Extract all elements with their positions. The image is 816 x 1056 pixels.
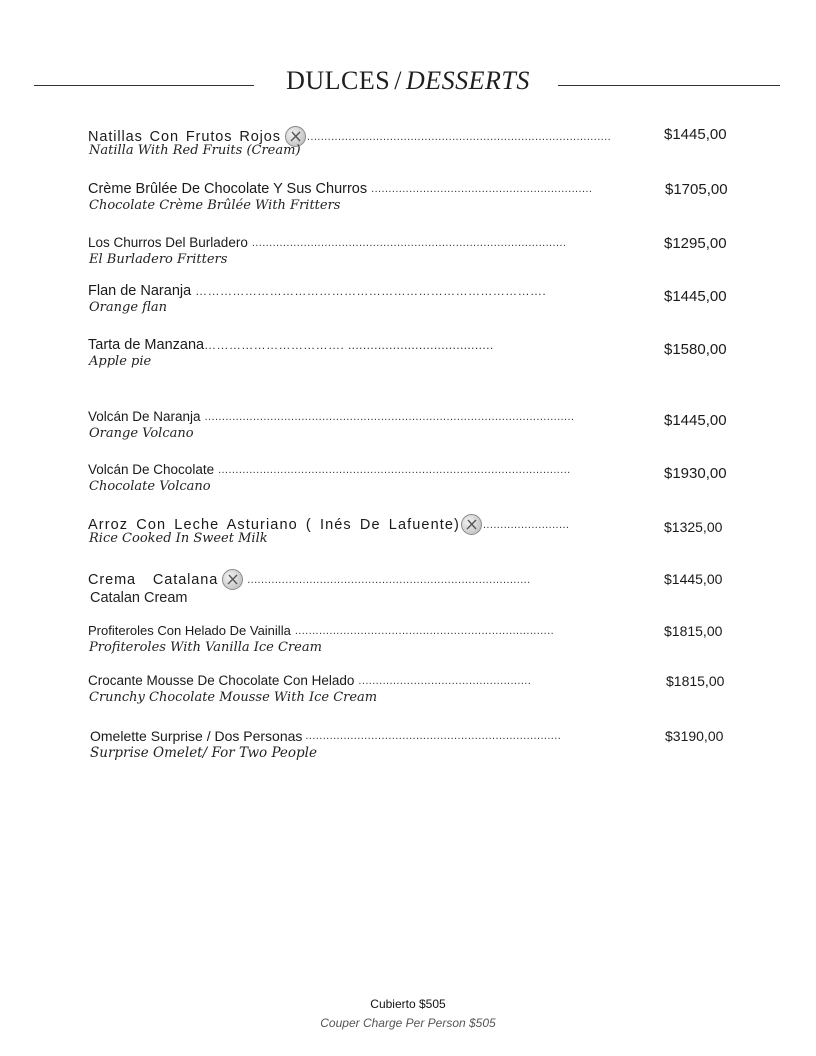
leader-dots: ........................................................................... bbox=[294, 624, 555, 637]
item-translation: Orange Volcano bbox=[89, 426, 194, 441]
menu-item-line bbox=[88, 623, 554, 638]
item-translation: Chocolate Crème Brûlée With Fritters bbox=[89, 198, 341, 213]
item-translation: Surprise Omelet/ For Two People bbox=[90, 745, 317, 761]
title-spanish: DULCES bbox=[286, 66, 391, 95]
item-name: Profiteroles Con Helado De Vainilla bbox=[88, 623, 291, 638]
item-name: Crocante Mousse De Chocolate Con Helado bbox=[88, 673, 355, 688]
item-name: Volcán De Chocolate bbox=[88, 462, 215, 477]
menu-item-line bbox=[90, 728, 561, 744]
page-title bbox=[0, 66, 816, 96]
leader-dots: ……………………………. ....................................... bbox=[204, 338, 494, 352]
item-name: Tarta de Manzana bbox=[88, 337, 205, 353]
item-name: Flan de Naranja bbox=[88, 283, 192, 299]
menu-item bbox=[88, 409, 748, 449]
item-price: $1930,00 bbox=[664, 465, 727, 482]
leader-dots: ........................................................................................................... bbox=[204, 410, 575, 423]
menu-item bbox=[88, 673, 748, 713]
leader-dots: ................................................................ bbox=[371, 183, 593, 195]
menu-item-line bbox=[88, 673, 531, 688]
item-price: $1445,00 bbox=[664, 412, 727, 429]
item-name: Crème Brûlée De Chocolate Y Sus Churros bbox=[88, 181, 368, 197]
item-translation: Crunchy Chocolate Mousse With Ice Cream bbox=[89, 690, 378, 705]
vegetarian-badge-icon bbox=[222, 569, 243, 590]
item-name: Natillas Con Frutos Rojos bbox=[88, 128, 281, 145]
menu-item bbox=[88, 728, 748, 768]
leader-dots: .................................................. bbox=[358, 674, 532, 687]
item-price: $1815,00 bbox=[666, 673, 725, 689]
leader-dots: ...................................................................................................... bbox=[218, 463, 571, 476]
item-translation: El Burladero Fritters bbox=[89, 252, 228, 267]
menu-item-line bbox=[88, 235, 566, 250]
menu-item bbox=[88, 181, 748, 221]
item-translation: Chocolate Volcano bbox=[89, 479, 211, 494]
leader-dots: .................................................................................. bbox=[247, 573, 531, 586]
title-english: DESSERTS bbox=[405, 66, 530, 95]
item-translation: Rice Cooked In Sweet Milk bbox=[89, 531, 268, 546]
menu-item bbox=[88, 283, 748, 323]
leader-dots: .......................................................................... bbox=[305, 730, 562, 742]
menu-item bbox=[88, 337, 748, 377]
menu-item bbox=[88, 235, 748, 275]
item-name: Volcán De Naranja bbox=[88, 409, 201, 424]
title-separator: / bbox=[394, 66, 402, 95]
item-price: $1445,00 bbox=[664, 288, 727, 305]
item-price: $1325,00 bbox=[664, 519, 723, 535]
item-translation: Catalan Cream bbox=[90, 590, 188, 606]
menu-item bbox=[88, 514, 748, 554]
item-translation: Natilla With Red Fruits (Cream) bbox=[89, 143, 301, 158]
item-name: Los Churros Del Burladero bbox=[88, 235, 248, 250]
item-translation: Profiteroles With Vanilla Ice Cream bbox=[89, 640, 322, 655]
leader-dots: …………………………………………………………………………. bbox=[195, 284, 547, 298]
item-price: $1445,00 bbox=[664, 571, 723, 587]
menu-item bbox=[88, 126, 748, 166]
item-name: Arroz Con Leche Asturiano ( Inés De Lafuente) bbox=[88, 516, 460, 533]
item-price: $1295,00 bbox=[664, 235, 727, 252]
vegetarian-badge-icon bbox=[461, 514, 482, 535]
cover-charge-english: Couper Charge Per Person $505 bbox=[320, 1016, 496, 1030]
item-price: $1705,00 bbox=[665, 181, 728, 198]
menu-item bbox=[88, 462, 748, 502]
menu-item-line bbox=[88, 409, 574, 424]
menu-item-line bbox=[88, 462, 571, 477]
item-price: $1815,00 bbox=[664, 623, 723, 639]
item-price: $1445,00 bbox=[664, 126, 727, 143]
menu-item-line bbox=[88, 337, 494, 353]
item-price: $3190,00 bbox=[665, 728, 724, 744]
item-translation: Orange flan bbox=[89, 300, 167, 315]
item-name: Omelette Surprise / Dos Personas bbox=[90, 728, 303, 744]
menu-item-line bbox=[88, 569, 531, 590]
menu-item-line bbox=[88, 181, 592, 197]
menu-item-line bbox=[88, 283, 546, 299]
menu-item bbox=[88, 623, 748, 663]
leader-dots: ........................................................................................... bbox=[251, 236, 567, 249]
item-translation: Apple pie bbox=[89, 354, 152, 369]
item-price: $1580,00 bbox=[664, 341, 727, 358]
item-name: Crema Catalana bbox=[88, 571, 219, 588]
leader-dots: ........................................................................................ bbox=[306, 130, 612, 143]
leader-dots: ......................... bbox=[482, 518, 570, 531]
cover-charge: Cubierto $505 bbox=[370, 997, 446, 1011]
menu-item bbox=[88, 569, 748, 609]
